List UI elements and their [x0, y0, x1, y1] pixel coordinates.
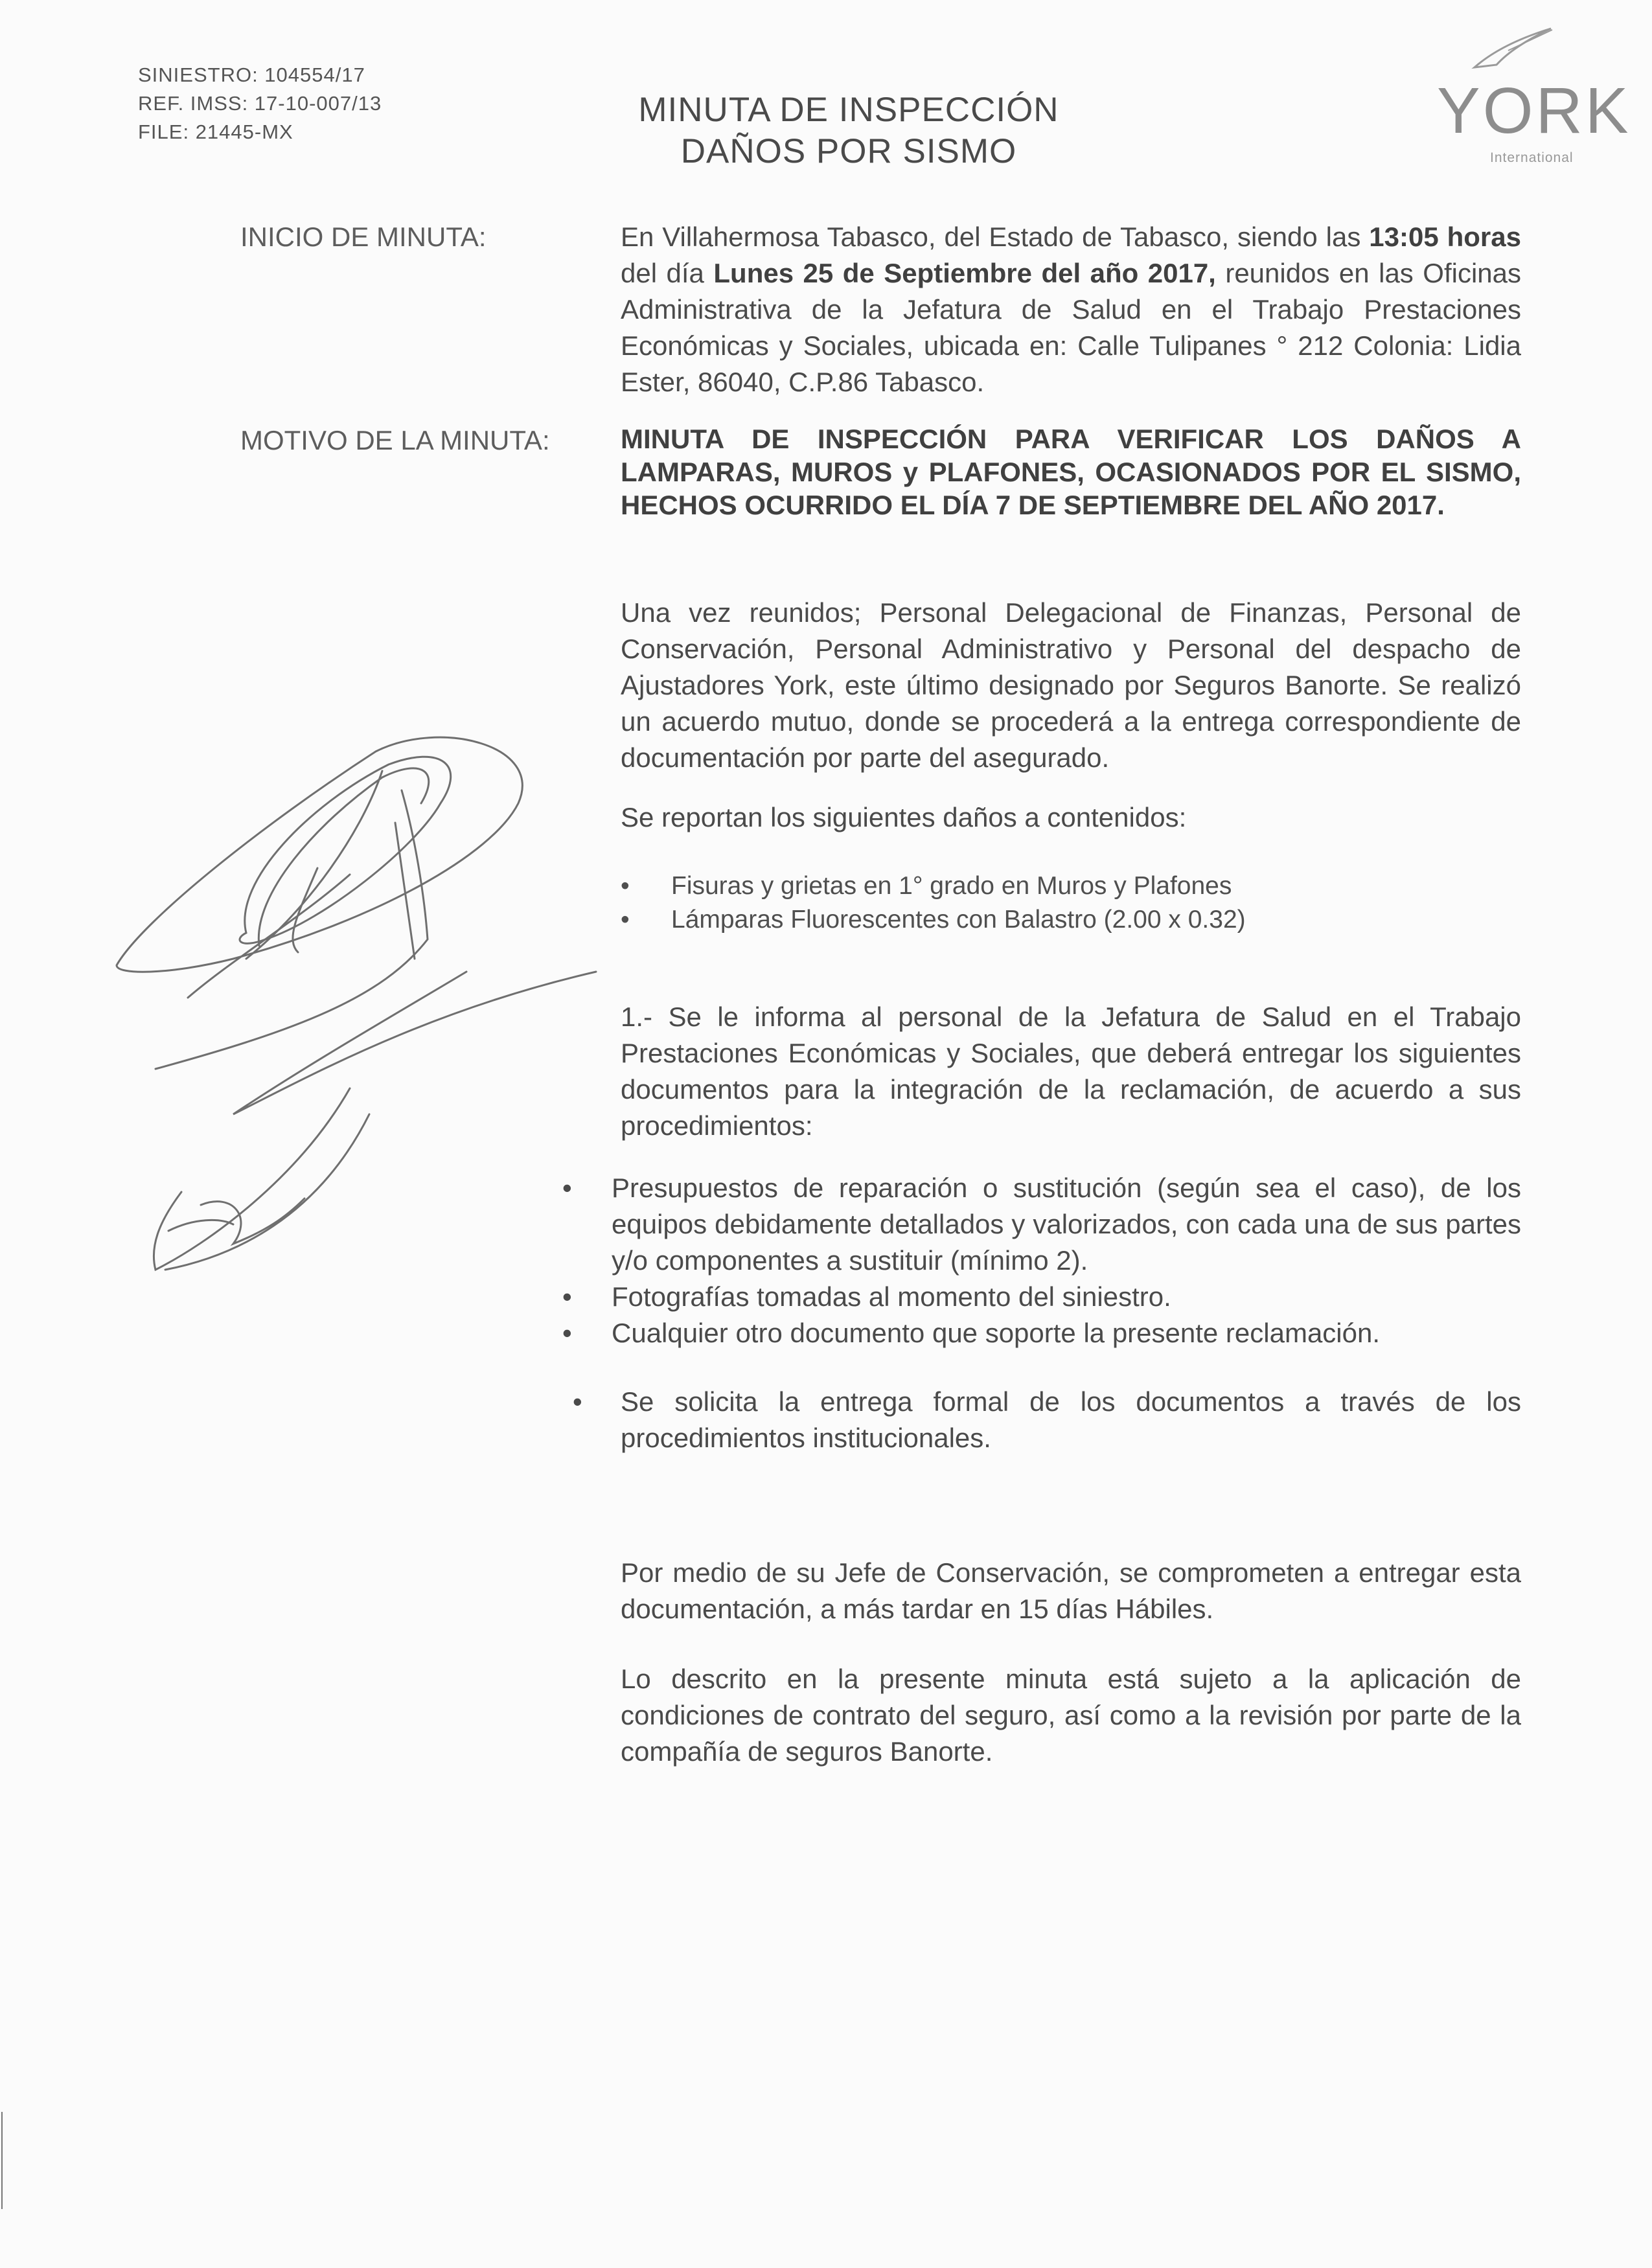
inicio-paragraph: En Villahermosa Tabasco, del Estado de Tabasco, siendo las 13:05 horas del día Lunes 25 de Septiembre del año 2017, reunidos en las Oficinas Administrativa de la Jefatura de Salud en el Trabajo Prestaciones Económicas y Sociales, ubicada en: Calle Tulipanes ° 212 Colonia: Lidia Ester, 86040, C.P.86 Tabasco.: [621, 222, 1521, 397]
documentos-list: [562, 1170, 1521, 1351]
document-title-line2: DAÑOS POR SISMO: [680, 132, 1017, 170]
york-logo-swoosh-icon: [1471, 25, 1555, 70]
file-number: FILE: 21445-MX: [138, 120, 293, 143]
document-title-line1: MINUTA DE INSPECCIÓN: [638, 91, 1059, 129]
signature-drawing: [104, 726, 622, 1309]
list-item: • Cualquier otro documento que soporte la presente reclamación.: [562, 1318, 1381, 1348]
condiciones-paragraph: Lo descrito en la presente minuta está sujeto a la aplicación de condiciones de contrato del seguro, así como a la revisión por parte de la compañía de seguros Banorte.: [621, 1664, 1521, 1767]
siniestro-number: SINIESTRO: 104554/17: [138, 63, 365, 86]
inicio-label: INICIO DE MINUTA:: [240, 222, 487, 252]
list-item: • Fotografías tomadas al momento del siniestro.: [562, 1281, 1171, 1312]
ref-imss: REF. IMSS: 17-10-007/13: [138, 92, 382, 115]
motivo-label: MOTIVO DE LA MINUTA:: [240, 425, 550, 455]
compromiso-paragraph: Por medio de su Jefe de Conservación, se comprometen a entregar esta documentación, a más tardar en 15 días Hábiles.: [621, 1557, 1521, 1624]
york-logo-subtext: International: [1490, 150, 1574, 165]
list-item: • Fisuras y grietas en 1° grado en Muros y Plafones: [621, 872, 1232, 900]
motivo-text: MINUTA DE INSPECCIÓN PARA VERIFICAR LOS DAÑOS A LAMPARAS, MUROS y PLAFONES, OCASIONADOS POR EL SISMO, HECHOS OCURRIDO EL DÍA 7 DE SEPTIEMBRE DEL AÑO 2017.: [621, 424, 1521, 520]
danos-list: [621, 869, 1521, 937]
scan-edge-mark: [1, 2112, 3, 2209]
list-item: • Presupuestos de reparación o sustitución (según sea el caso), de los equipos debidamente detallados y valorizados, con cada una de sus partes y/o componentes a sustituir (mínimo 2).: [562, 1173, 1521, 1276]
solicita-item: • Se solicita la entrega formal de los documentos a través de los procedimientos institucionales.: [573, 1386, 1521, 1453]
list-item: • Lámparas Fluorescentes con Balastro (2.00 x 0.32): [621, 906, 1246, 934]
informa-paragraph: 1.- Se le informa al personal de la Jefatura de Salud en el Trabajo Prestaciones Económicas y Sociales, que deberá entregar los siguientes documentos para la integración de la reclamación, de acuerdo a sus procedimientos:: [621, 1002, 1521, 1141]
reportan-paragraph: Se reportan los siguientes daños a contenidos:: [621, 802, 1187, 832]
reunidos-paragraph: Una vez reunidos; Personal Delegacional de Finanzas, Personal de Conservación, Personal Administrativo y Personal del despacho de Ajustadores York, este último designado por Seguros Banorte. Se realizó un acuerdo mutuo, donde se procederá a la entrega correspondiente de documentación por parte del asegurado.: [621, 597, 1521, 773]
york-logo: YORK: [1437, 74, 1631, 147]
